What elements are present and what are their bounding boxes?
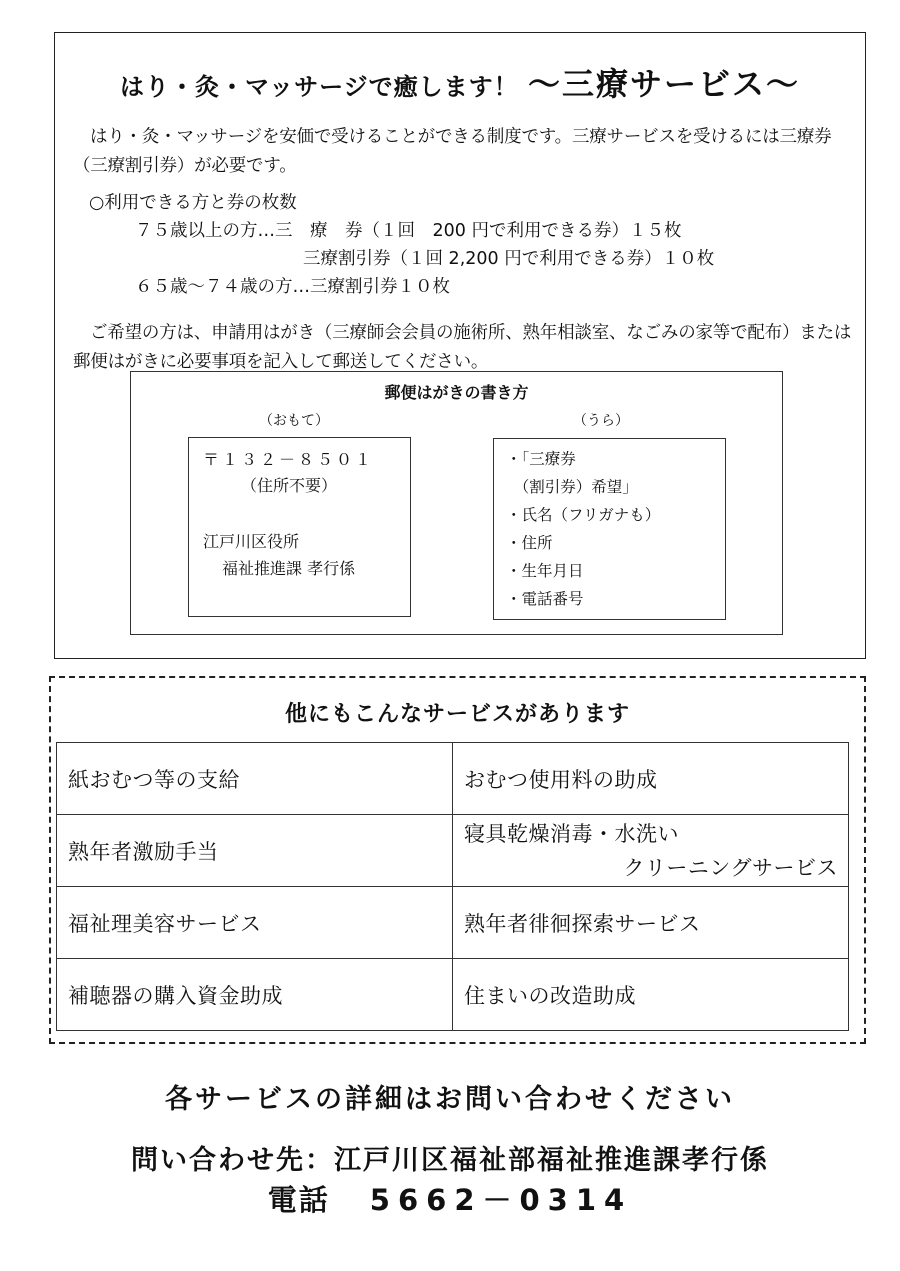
table-row [57, 959, 849, 1031]
recipient-office: 江戸川区役所 [203, 532, 300, 551]
address-not-required: （住所不要） [241, 476, 338, 495]
phone-number: 5662－0314 [369, 1183, 633, 1217]
service-cell [453, 815, 849, 887]
postcard-guide-title: 郵便はがきの書き方 [384, 383, 529, 402]
sanryo-title [55, 59, 865, 105]
service-cell-line: 寝具乾燥消毒・水洗い [464, 821, 679, 846]
service-cell: 福祉理美容サービス [57, 887, 453, 959]
service-cell: 住まいの改造助成 [453, 959, 849, 1031]
postcard-back-item: ・「三療券 [506, 450, 576, 468]
postcard-back-item: ・生年月日 [506, 562, 584, 580]
postal-code: 〒１３２－８５０１ [203, 450, 375, 469]
usage-line: 三療割引券（１回 2,200 円で利用できる券）１０枚 [303, 249, 715, 269]
services-table [56, 742, 849, 1031]
postcard-back-item: ・氏名（フリガナも） [506, 506, 661, 524]
recipient-dept: 福祉推進課 孝行係 [222, 559, 356, 578]
details-notice: 各サービスの詳細はお問い合わせください [165, 1084, 735, 1115]
service-cell: 熟年者徘徊探索サービス [453, 887, 849, 959]
postcard-front-label: （おもて） [259, 413, 329, 429]
postcard-back-item: ・電話番号 [506, 590, 584, 608]
contact-info: 問い合わせ先：江戸川区福祉部福祉推進課孝行係 [131, 1145, 769, 1176]
table-row [57, 743, 849, 815]
service-cell: 補聴器の購入資金助成 [57, 959, 453, 1031]
other-services-title: 他にもこんなサービスがあります [284, 702, 630, 727]
phone-label: 電話 [267, 1183, 330, 1217]
service-cell-line: クリーニングサービス [623, 855, 838, 880]
postcard-back-item: ・住所 [506, 534, 553, 552]
service-cell: 熟年者激励手当 [57, 815, 453, 887]
postcard-back-item: （割引券）希望」 [506, 478, 638, 496]
apply-instructions: ご希望の方は、申請用はがき（三療師会会員の施術所、熟年相談室、なごみの家等で配布）または郵便はがきに必要事項を記入して郵送してください。 [73, 323, 852, 372]
postcard-guide [130, 371, 783, 635]
other-services-section [49, 676, 866, 1044]
postcard-front [188, 437, 411, 617]
table-row [57, 815, 849, 887]
sanryo-title-main: はり・灸・マッサージで癒します！ [120, 73, 519, 101]
usage-line: ６５歳～７４歳の方…三療割引券１０枚 [135, 277, 450, 297]
sanryo-intro: はり・灸・マッサージを安価で受けることができる制度です。三療サービスを受けるには三療券（三療割引券）が必要です。 [73, 127, 832, 176]
usage-heading: ○利用できる方と券の枚数 [89, 193, 297, 213]
postcard-back [493, 438, 726, 620]
sanryo-title-sub: ～三療サービス～ [527, 65, 800, 103]
usage-line: ７５歳以上の方…三 療 券（１回 200 円で利用できる券）１５枚 [135, 221, 682, 241]
sanryo-service-section [54, 32, 866, 659]
service-cell: 紙おむつ等の支給 [57, 743, 453, 815]
service-cell: おむつ使用料の助成 [453, 743, 849, 815]
phone-line [0, 1178, 900, 1219]
postcard-back-label: （うら） [573, 413, 629, 429]
table-row [57, 887, 849, 959]
